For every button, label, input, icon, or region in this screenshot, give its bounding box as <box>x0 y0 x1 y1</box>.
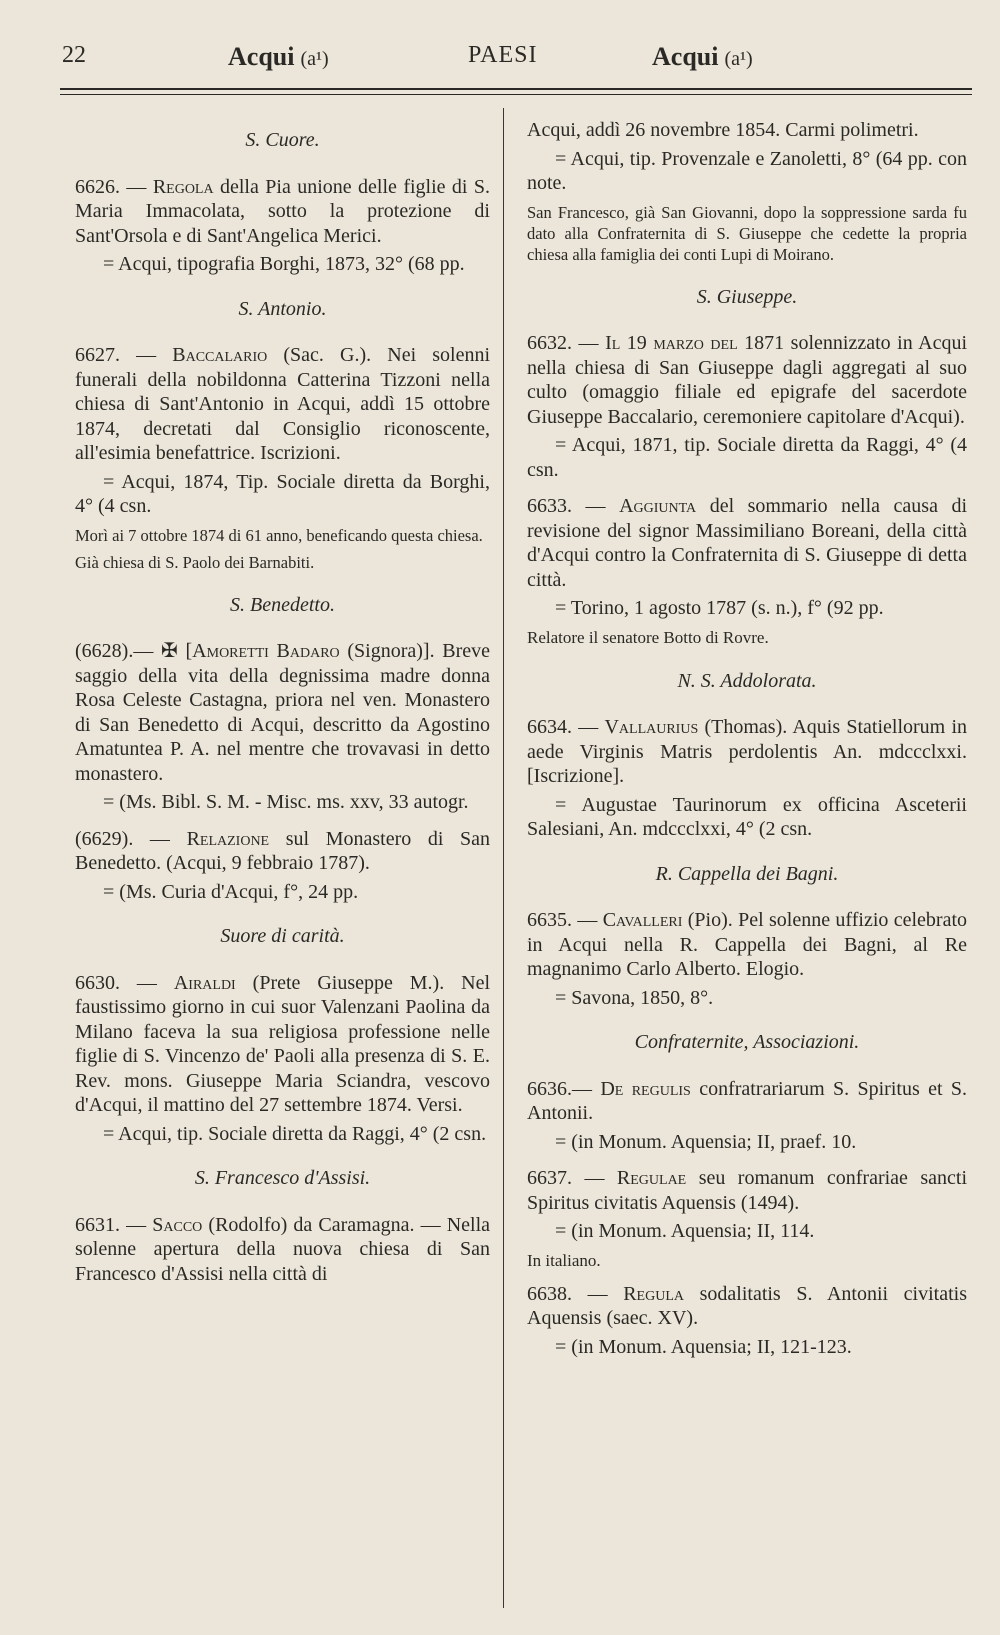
entry-6627-publication: = Acqui, 1874, Tip. Sociale diretta da Borghi, 4° (4 csn. <box>75 470 490 517</box>
entry-6626: 6626. — Regola della Pia unione delle figlie di S. Maria Immacolata, sotto la protezione di Sant'Orsola e di Sant'Angelica Merici. <box>75 175 491 247</box>
page-number: 22 <box>62 42 86 68</box>
entry-6631: 6631. — Sacco (Rodolfo) da Caramagna. — Nella solenne apertura della nuova chiesa di San Francesco d'Assisi nella città di <box>75 1213 491 1285</box>
entry-6627-note-2: Già chiesa di S. Paolo dei Barnabiti. <box>75 552 315 572</box>
entry-6634-publication: = Augustae Taurinorum ex officina Asceterii Salesiani, An. mdccclxxi, 4° (2 csn. <box>527 793 967 840</box>
column-divider <box>503 108 504 1608</box>
entry-6638: 6638. — Regula sodalitatis S. Antonii civitatis Aquensis (saec. XV). <box>527 1282 967 1329</box>
left-column <box>75 118 490 1290</box>
section-heading: S. Cuore. <box>245 129 320 151</box>
entry-6636: 6636.— De regulis confratrariarum S. Spiritus et S. Antonii. <box>527 1077 968 1124</box>
entry-6629: (6629). — Relazione sul Monastero di San Benedetto. (Acqui, 9 febbraio 1787). <box>75 827 491 874</box>
header-rule <box>60 88 972 90</box>
entry-6638-publication: = (in Monum. Aquensia; II, 121-123. <box>555 1335 852 1358</box>
entry-6633: 6633. — Aggiunta del sommario nella causa di revisione del signor Massimiliano Boreani, della città d'Acqui contro la Confraternita di S. Giuseppe di detta città. <box>527 495 968 591</box>
entry-6632-publication: = Acqui, 1871, tip. Sociale diretta da Raggi, 4° (4 csn. <box>527 434 967 481</box>
header-rule-thin <box>60 94 972 95</box>
header-right-title: Acqui (a¹) <box>652 42 753 71</box>
section-heading: S. Giuseppe. <box>696 285 798 308</box>
entry-6628: (6628).— ✠ [Amoretti Badaro (Signora)]. Breve saggio della vita della degnissima madre donna Rosa Celeste Castagna, priora nel ven. Monastero di San Benedetto di Acqui, descritto da Agostino Amatuntea P. A. nel mentre che trovavasi in detto monastero. <box>75 640 491 785</box>
entry-6636-publication: = (in Monum. Aquensia; II, praef. 10. <box>555 1130 857 1153</box>
header-left-title: Acqui (a¹) <box>228 42 329 71</box>
entry-6633-note: Relatore il senatore Botto di Rovre. <box>527 627 769 647</box>
entry-6634: 6634. — Vallaurius (Thomas). Aquis Statiellorum in aede Virginis Matris perdolentis An. mdccclxxi. [Iscrizione]. <box>527 716 968 787</box>
entry-6633-publication: = Torino, 1 agosto 1787 (s. n.), f° (92 pp. <box>555 597 884 619</box>
section-heading: R. Cappella dei Bagni. <box>655 862 839 885</box>
entry-6637-publication: = (in Monum. Aquensia; II, 114. <box>555 1220 815 1242</box>
entry-6635-publication: = Savona, 1850, 8°. <box>555 986 714 1009</box>
entry-6637-note: In italiano. <box>527 1250 601 1270</box>
entry-6630: 6630. — Airaldi (Prete Giuseppe M.). Nel faustissimo giorno in cui suor Valenzani Paolina da Milano faceva la sua religiosa professione nelle figlie di S. Vincenzo de' Paoli alla presenza di S. E. Rev. mons. Giuseppe Maria Sciandra, vescovo d'Acqui, il mattino del 27 settembre 1874. Versi. <box>75 971 491 1116</box>
section-heading: S. Benedetto. <box>230 593 335 616</box>
section-heading: S. Antonio. <box>238 297 327 320</box>
entry-6637: 6637. — Regulae seu romanum confrariae sancti Spiritus civitatis Aquensis (1494). <box>527 1167 968 1214</box>
header-center: PAESI <box>468 42 538 68</box>
entry-6631-publication: = Acqui, tip. Provenzale e Zanoletti, 8° (64 pp. con note. <box>527 147 967 194</box>
entry-6630-publication: = Acqui, tip. Sociale diretta da Raggi, 4° (2 csn. <box>103 1122 487 1145</box>
section-heading: Confraternite, Associazioni. <box>634 1031 860 1053</box>
entry-6635: 6635. — Cavalleri (Pio). Pel solenne uffizio celebrato in Acqui nella R. Cappella dei Bagni, al Re magnanimo Carlo Alberto. Elogio. <box>527 909 967 980</box>
entry-6629-publication: = (Ms. Curia d'Acqui, f°, 24 pp. <box>103 880 359 903</box>
running-header <box>60 42 970 82</box>
entry-6628-publication: = (Ms. Bibl. S. M. - Misc. ms. xxv, 33 autogr. <box>103 791 469 813</box>
section-heading: Suore di carità. <box>220 925 345 947</box>
section-heading: N. S. Addolorata. <box>677 669 817 692</box>
entry-6626-publication: = Acqui, tipografia Borghi, 1873, 32° (68 pp. <box>103 253 465 275</box>
entry-6631-continuation: Acqui, addì 26 novembre 1854. Carmi polimetri. <box>527 119 919 141</box>
entry-6631-note: San Francesco, già San Giovanni, dopo la soppressione sarda fu dato alla Confraternita di S. Giuseppe che cedette la propria chiesa alla famiglia dei conti Lupi di Moirano. <box>527 202 967 264</box>
section-heading: S. Francesco d'Assisi. <box>194 1167 371 1189</box>
entry-6627-note: Morì ai 7 ottobre 1874 di 61 anno, beneficando questa chiesa. <box>75 525 483 545</box>
entry-6627: 6627. — Baccalario (Sac. G.). Nei solenni funerali della nobildonna Catterina Tizzoni nella chiesa di Sant'Antonio in Acqui, addì 15 ottobre 1874, decretati dal Consiglio riconoscente, all'esimia benefattrice. Iscrizioni. <box>75 344 491 464</box>
entry-6632: 6632. — Il 19 marzo del 1871 solennizzato in Acqui nella chiesa di San Giuseppe dagli aggregati al suo culto (omaggio filiale ed epigrafe del sacerdote Giuseppe Baccalario, ceremoniere capitolare d'Acqui). <box>527 332 968 428</box>
right-column <box>527 118 967 1371</box>
